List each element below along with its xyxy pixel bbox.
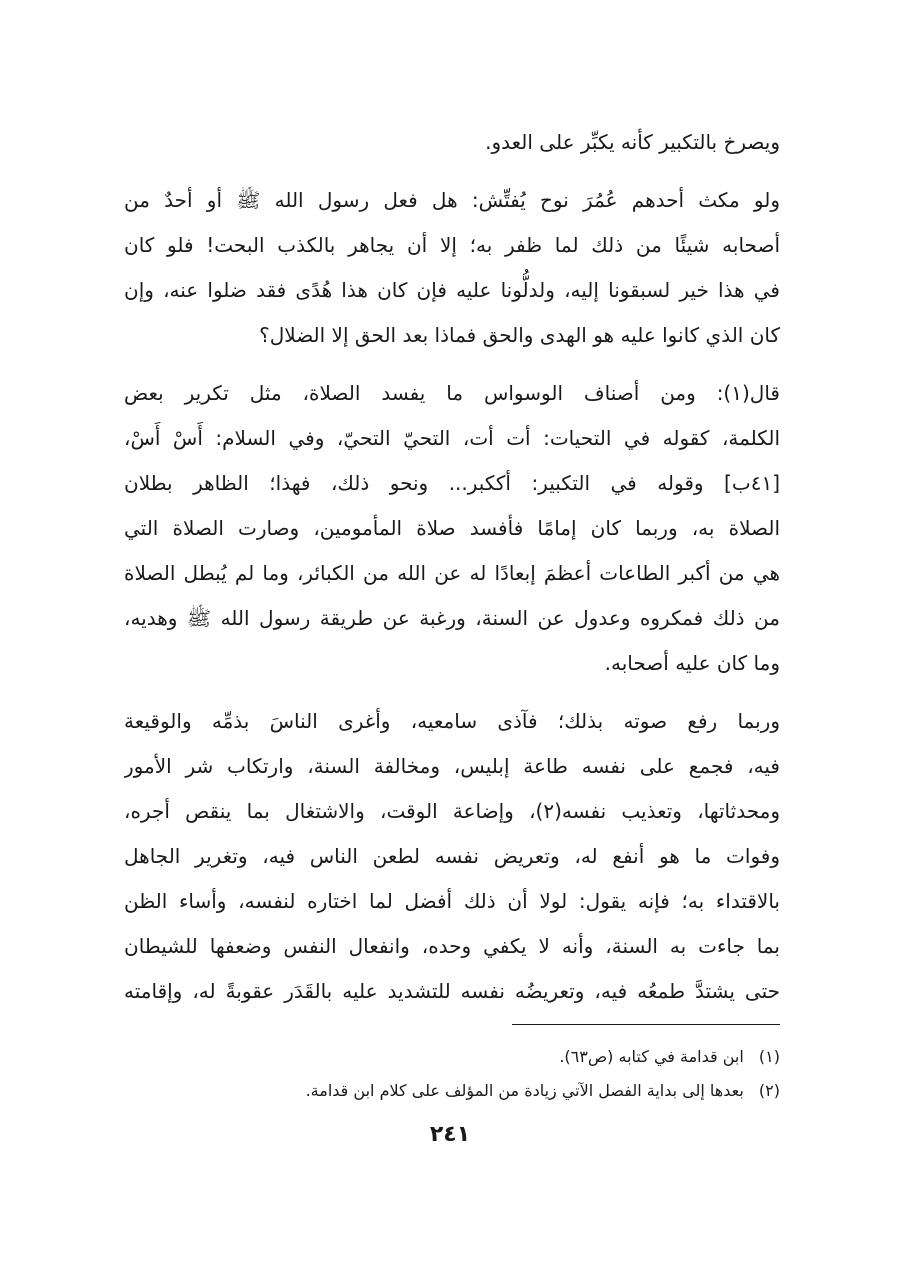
footnote-number: (١) <box>758 1047 780 1066</box>
text-line: وربما رفع صوته بذلك؛ فآذى سامعيه، وأغرى الناسَ بذمِّه والوقيعة <box>124 709 780 733</box>
text-line: حتى يشتدَّ طمعُه فيه، وتعريضُه نفسه للتشديد عليه بالقَدَر عقوبةً له، وإقامته <box>124 979 780 1003</box>
footnote-text: ابن قدامة في كتابه (ص٦٣). <box>559 1047 744 1066</box>
footnote-text: بعدها إلى بداية الفصل الآتي زيادة من المؤلف على كلام ابن قدامة. <box>305 1081 744 1100</box>
text-line: كان الذي كانوا عليه هو الهدى والحق فماذا بعد الحق إلا الضلال؟ <box>259 323 780 347</box>
footnote-separator <box>512 1024 780 1025</box>
text-line: ومحدثاتها، وتعذيب نفسه(٢)، وإضاعة الوقت، والاشتغال بما ينقص أجره، <box>124 799 780 823</box>
text-line: فيه، فجمع على نفسه طاعة إبليس، ومخالفة السنة، وارتكاب شر الأمور <box>124 754 780 778</box>
text-line: [٤١ب] وقوله في التكبير: أككبر... ونحو ذلك، فهذا؛ الظاهر بطلان <box>124 471 780 495</box>
text-line: بالاقتداء به؛ فإنه يقول: لولا أن ذلك أفضل لما اختاره لنفسه، وأساء الظن <box>124 889 780 913</box>
text-line: ويصرخ بالتكبير كأنه يكبِّر على العدو. <box>485 130 780 154</box>
text-line: ولو مكث أحدهم عُمُرَ نوح يُفتِّش: هل فعل رسول الله ﷺ أو أحدٌ من <box>124 188 780 212</box>
footnote-2 <box>124 1074 780 1108</box>
footnotes <box>124 1040 780 1108</box>
paragraph-3 <box>124 371 780 686</box>
paragraph-1 <box>124 120 780 165</box>
text-line: هي من أكبر الطاعات أعظمَ إبعادًا له عن الله من الكبائر، وما لم يُبطل الصلاة <box>124 561 780 585</box>
text-line: الصلاة به، وربما كان إمامًا فأفسد صلاة المأمومين، وصارت الصلاة التي <box>124 516 780 540</box>
page-number: ٢٤١ <box>429 1122 471 1147</box>
paragraph-2 <box>124 178 780 358</box>
text-line: بما جاءت به السنة، وأنه لا يكفي وحده، وانفعال النفس وضعفها للشيطان <box>124 934 780 958</box>
footnote-1 <box>124 1040 780 1074</box>
footnote-number: (٢) <box>758 1081 780 1100</box>
text-line: وفوات ما هو أنفع له، وتعريض نفسه لطعن الناس فيه، وتغرير الجاهل <box>124 844 780 868</box>
text-line: أصحابه شيئًا من ذلك لما ظفر به؛ إلا أن يجاهر بالكذب البحت! فلو كان <box>124 233 780 257</box>
paragraph-4 <box>124 699 780 1014</box>
page-body <box>124 120 780 1014</box>
text-line: في هذا خير لسبقونا إليه، ولدلُّونا عليه فإن كان هذا هُدًى فقد ضلوا عنه، وإن <box>124 278 780 302</box>
text-line: قال(١): ومن أصناف الوسواس ما يفسد الصلاة، مثل تكرير بعض <box>124 381 780 405</box>
text-line: الكلمة، كقوله في التحيات: أت أت، التحيّ التحيّ، وفي السلام: أَسْ أَسْ، <box>124 426 780 450</box>
text-line: وما كان عليه أصحابه. <box>604 651 780 675</box>
text-line: من ذلك فمكروه وعدول عن السنة، ورغبة عن طريقة رسول الله ﷺ وهديه، <box>124 606 780 630</box>
